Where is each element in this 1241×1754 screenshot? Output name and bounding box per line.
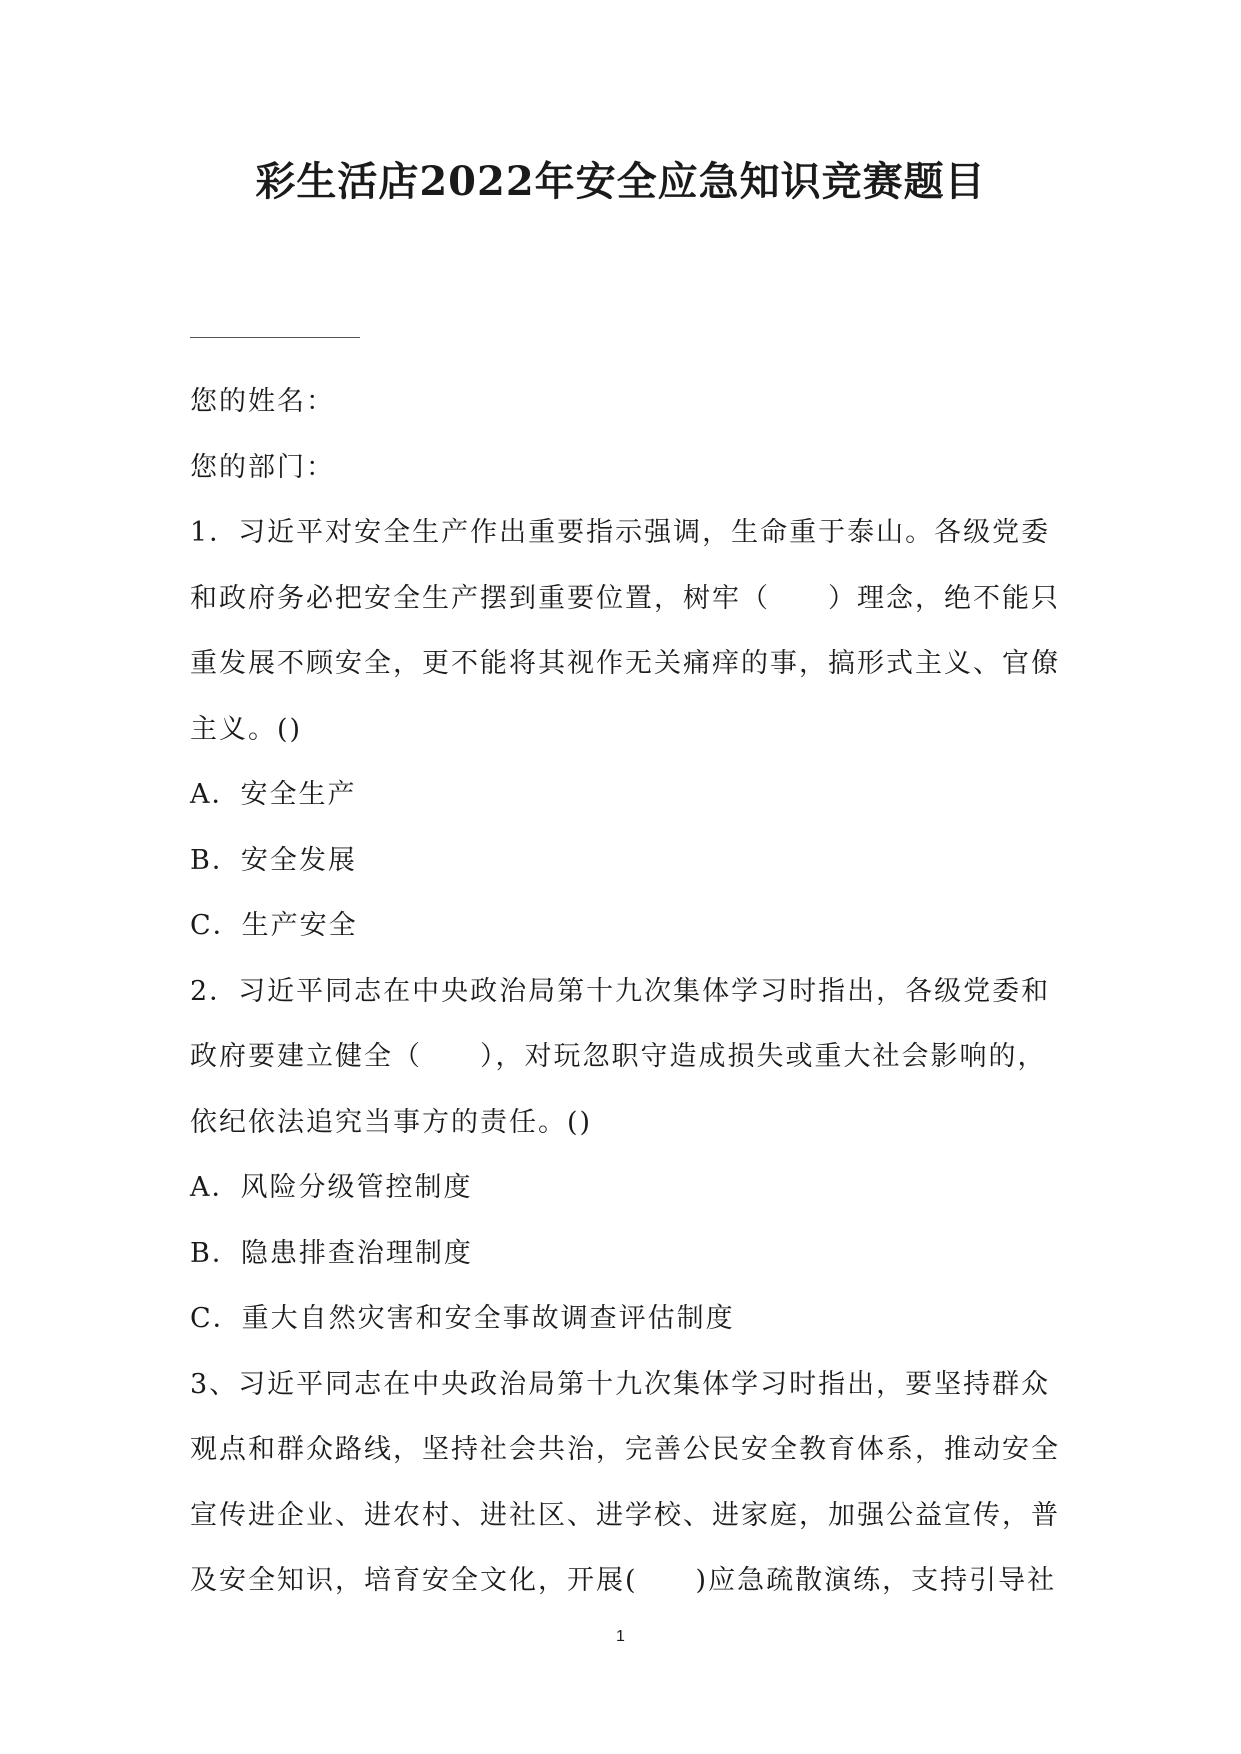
question-text-line: 观点和群众路线，坚持社会共治，完善公民安全教育体系，推动安全 xyxy=(190,1434,1060,1465)
option-c: C．重大自然灾害和安全事故调查评估制度 xyxy=(190,1303,735,1334)
name-field-label: 您的姓名： xyxy=(190,386,335,417)
question-text-line: 主义。() xyxy=(190,713,303,745)
department-field-label: 您的部门： xyxy=(190,451,335,483)
question-text-line: 政府要建立健全（ ），对玩忽职守造成损失或重大社会影响的， xyxy=(190,1041,1047,1072)
question-text-line: 宣传进企业、进农村、进社区、进学校、进家庭，加强公益宣传，普 xyxy=(190,1499,1060,1531)
option-c: C．生产安全 xyxy=(190,910,358,941)
question-text-line: 1．习近平对安全生产作出重要指示强调，生命重于泰山。各级党委 xyxy=(190,517,1051,548)
question-text-line: 重发展不顾安全，更不能将其视作无关痛痒的事，搞形式主义、官僚 xyxy=(190,648,1060,679)
question-3 xyxy=(190,1352,1060,1614)
question-text-line: 及安全知识，培育安全文化，开展( )应急疏散演练，支持引导社 xyxy=(190,1565,1057,1596)
document-body xyxy=(190,369,1060,1614)
page-number: 1 xyxy=(616,1628,625,1645)
question-text-line: 依纪依法追究当事方的责任。() xyxy=(190,1106,593,1138)
option-b: B．隐患排查治理制度 xyxy=(190,1237,473,1269)
question-text-line: 3、习近平同志在中央政治局第十九次集体学习时指出，要坚持群众 xyxy=(190,1368,1051,1400)
option-a: A．风险分级管控制度 xyxy=(190,1172,473,1203)
question-text-line: 2．习近平同志在中央政治局第十九次集体学习时指出，各级党委和 xyxy=(190,975,1051,1007)
question-2 xyxy=(190,959,1060,1352)
question-text-line: 和政府务必把安全生产摆到重要位置，树牢（ ）理念，绝不能只 xyxy=(190,582,1060,614)
option-a: A．安全生产 xyxy=(190,779,357,810)
separator-line xyxy=(190,337,360,338)
question-1 xyxy=(190,500,1060,959)
page-title: 彩生活店2022年安全应急知识竞赛题目 xyxy=(255,158,986,205)
option-b: B．安全发展 xyxy=(190,844,357,876)
